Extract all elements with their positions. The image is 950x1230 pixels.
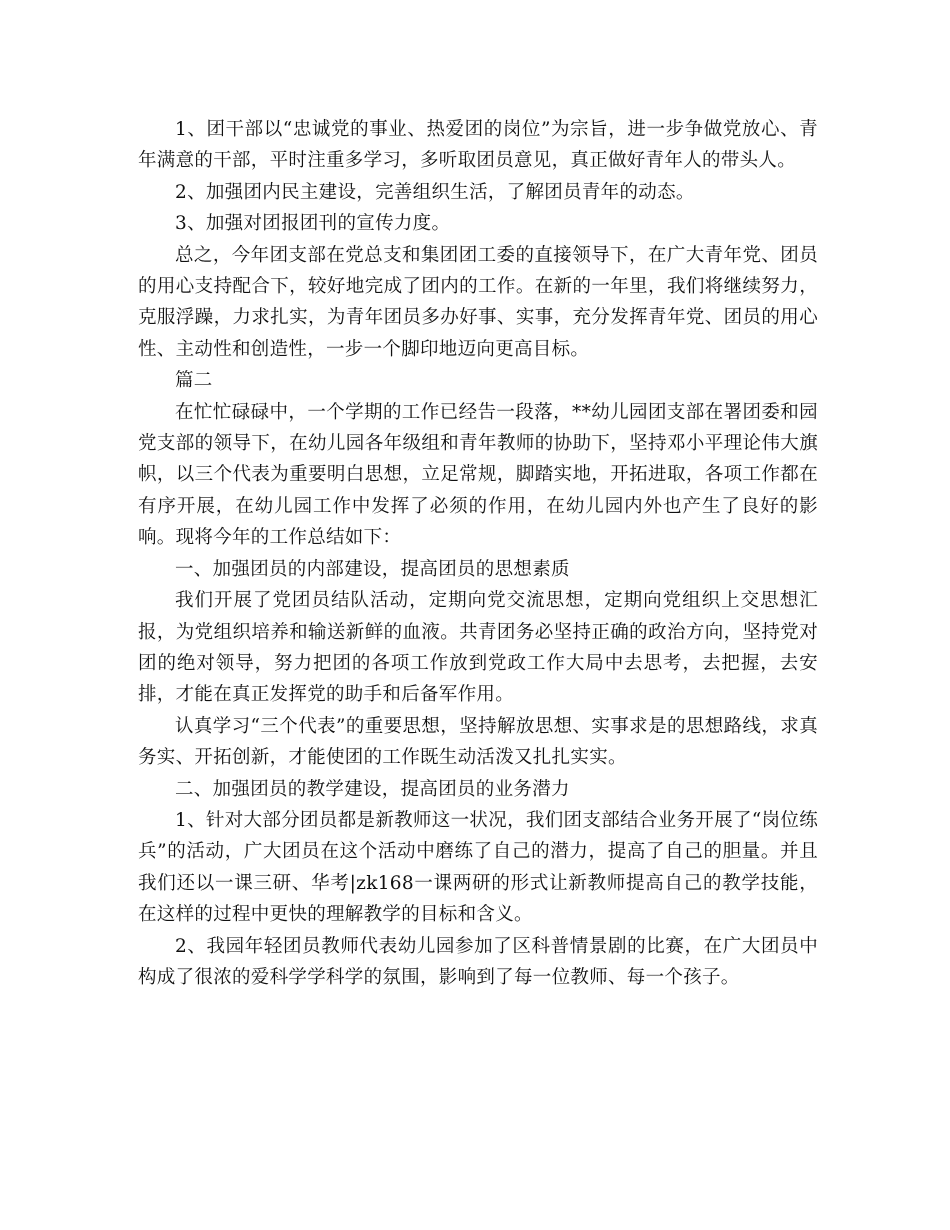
paragraph-2: 2、加强团内民主建设，完善组织生活，了解团员青年的动态。 bbox=[175, 181, 695, 203]
paragraph-section-two-a: 1、针对大部分团员都是新教师这一状况，我们团支部结合业务开展了“岗位练兵”的活动，广大团员在这个活动中磨练了自己的潜力，提高了自己的胆量。并且我们还以一课三研、华考|zk168一课两研的形式让新教师提高自己的教学技能，在这样的过程中更快的理解教学的目标和含义。 bbox=[138, 809, 818, 926]
paragraph-summary: 总之，今年团支部在党总支和集团团工委的直接领导下，在广大青年党、团员的用心支持配合下，较好地完成了团内的工作。在新的一年里，我们将继续努力，克服浮躁，力求扎实，为青年团员多办好事、实事，充分发挥青年党、团员的用心性、主动性和创造性，一步一个脚印地迈向更高目标。 bbox=[138, 244, 818, 360]
paragraph-3: 3、加强对团报团刊的宣传力度。 bbox=[175, 213, 451, 235]
paragraph-1: 1、团干部以“忠诚党的事业、热爱团的岗位”为宗旨，进一步争做党放心、青年满意的干部，平时注重多学习，多听取团员意见，真正做好青年人的带头人。 bbox=[138, 119, 818, 172]
paragraph-section-one-a: 我们开展了党团员结队活动，定期向党交流思想，定期向党组织上交思想汇报，为党组织培养和输送新鲜的血液。共青团务必坚持正确的政治方向，坚持党对团的绝对领导，努力把团的各项工作放到党政工作大局中去思考，去把握，去安排，才能在真正发挥党的助手和后备军作用。 bbox=[138, 590, 818, 706]
section-heading-two: 二、加强团员的教学建设，提高团员的业务潜力 bbox=[175, 778, 570, 800]
section-heading-part-two: 篇二 bbox=[175, 370, 213, 392]
paragraph-section-one-b: 认真学习“三个代表”的重要思想，坚持解放思想、实事求是的思想路线，求真务实、开拓创新，才能使团的工作既生动活泼又扎扎实实。 bbox=[138, 715, 818, 769]
section-heading-one: 一、加强团员的内部建设，提高团员的思想素质 bbox=[175, 558, 570, 580]
document-body bbox=[138, 114, 818, 993]
paragraph-section-two-b: 2、我园年轻团员教师代表幼儿园参加了区科普情景剧的比赛，在广大团员中构成了很浓的爱科学学科学的氛围，影响到了每一位教师、每一个孩子。 bbox=[138, 935, 818, 988]
paragraph-intro: 在忙忙碌碌中，一个学期的工作已经告一段落，**幼儿园团支部在署团委和园党支部的领导下，在幼儿园各年级组和青年教师的协助下，坚持邓小平理论伟大旗帜，以三个代表为重要明白思想，立足常规，脚踏实地，开拓进取，各项工作都在有序开展，在幼儿园工作中发挥了必须的作用，在幼儿园内外也产生了良好的影响。现将今年的工作总结如下： bbox=[138, 401, 818, 549]
